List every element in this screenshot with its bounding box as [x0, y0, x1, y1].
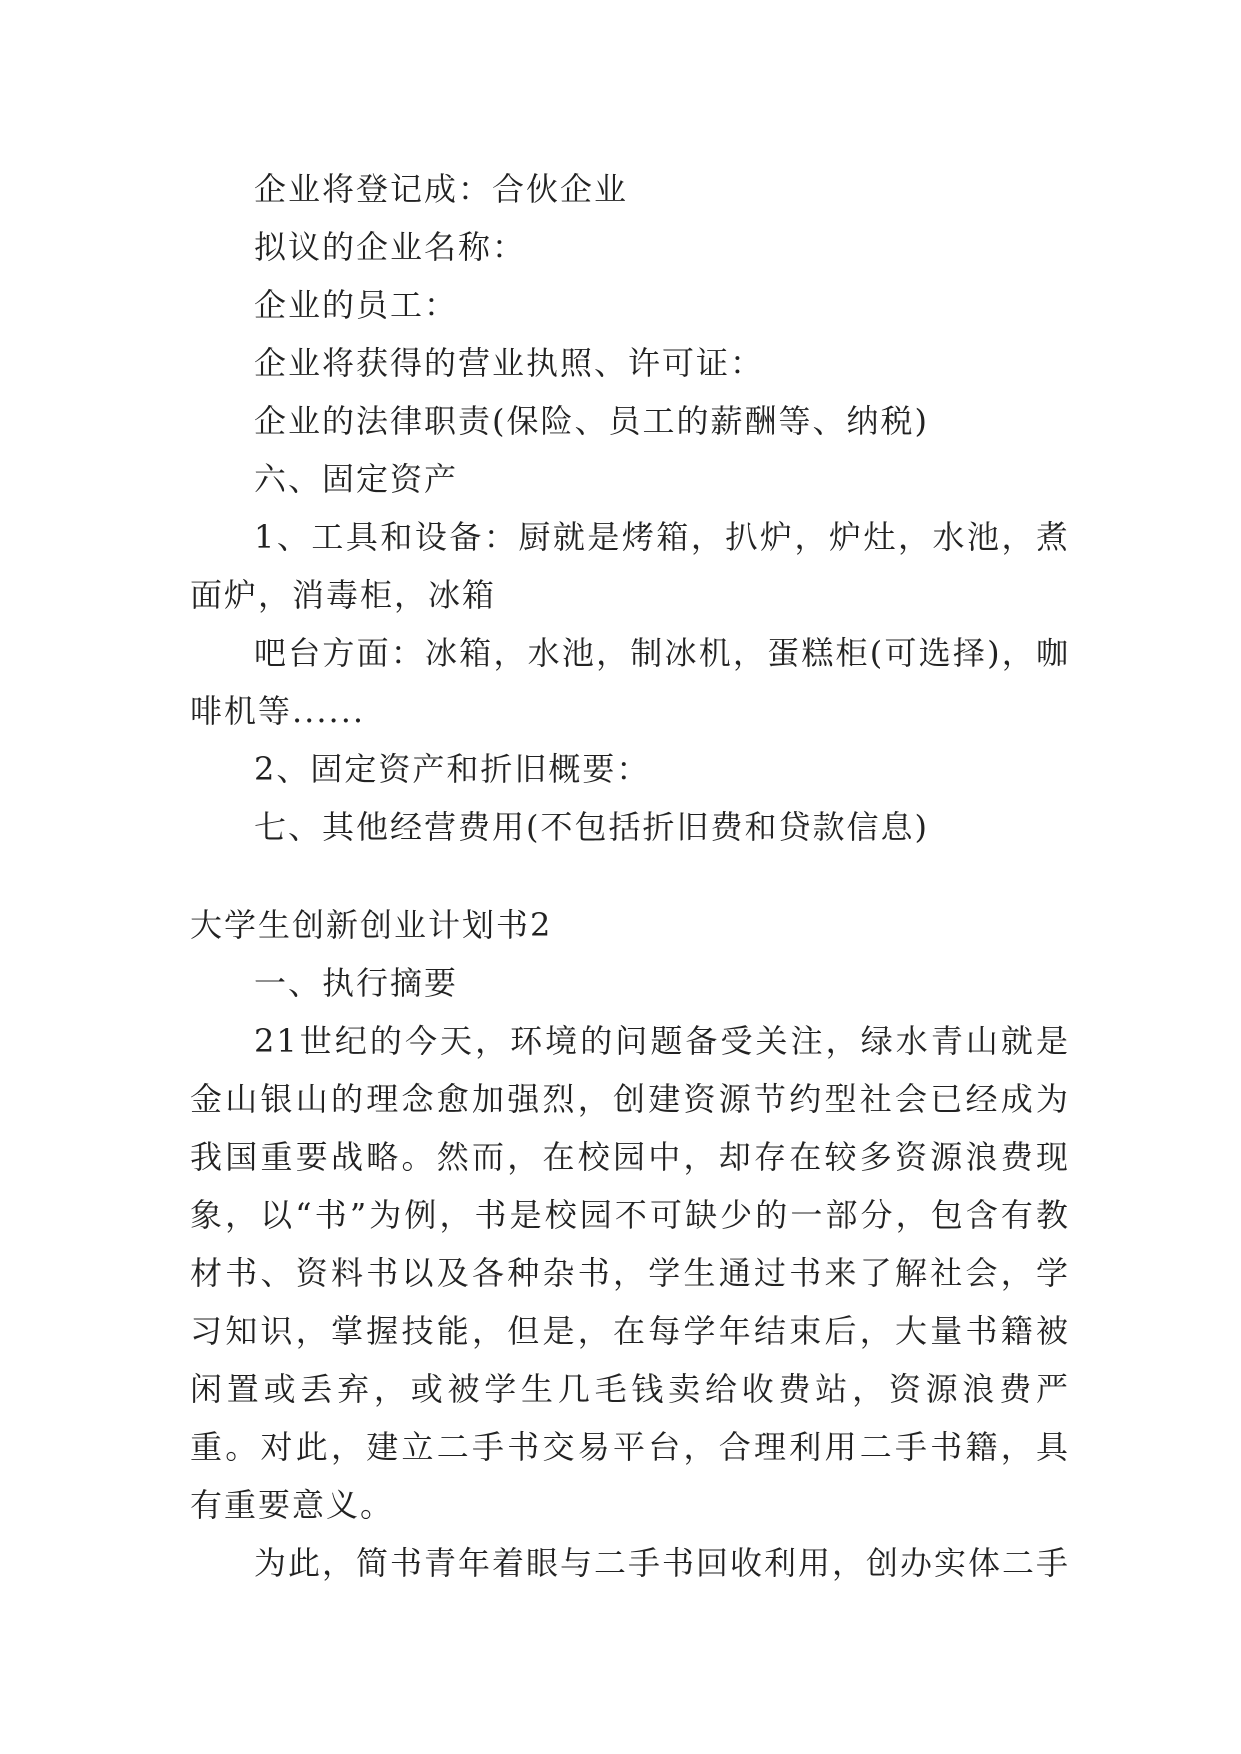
- paragraph-licenses: 企业将获得的营业执照、许可证：: [254, 344, 765, 382]
- paragraph-summary-body: 21世纪的今天，环境的问题备受关注，绿水青山就是金山银山的理念愈加强烈，创建资源节约型社会已经成为我国重要战略。然而，在校园中，却存在较多资源浪费现象，以“书”为例，书是校园不可缺少的一部分，包含有教材书、资料书以及各种杂书，学生通过书来了解社会，学习知识，掌握技能，但是，在每学年结束后，大量书籍被闲置或丢弃，或被学生几毛钱卖给收费站，资源浪费严重。对此，建立二手书交易平台，合理利用二手书籍，具有重要意义。: [190, 1022, 1070, 1524]
- paragraph-staff: 企业的员工：: [254, 286, 459, 324]
- paragraph-summary-continued: 为此，简书青年着眼与二手书回收利用，创办实体二手: [254, 1544, 1071, 1582]
- paragraph-company-name: 拟议的企业名称：: [254, 228, 527, 266]
- paragraph-legal-duties: 企业的法律职责(保险、员工的薪酬等、纳税): [254, 402, 929, 440]
- paragraph-tools-equipment: 1、工具和设备：厨就是烤箱，扒炉，炉灶，水池，煮面炉，消毒柜，冰箱: [190, 518, 1070, 614]
- document-body: [190, 160, 1070, 1592]
- section-fixed-assets: 六、固定资产: [254, 460, 459, 498]
- paragraph-registration: 企业将登记成：合伙企业: [254, 170, 629, 208]
- paragraph-bar-equipment: 吧台方面：冰箱，水池，制冰机，蛋糕柜(可选择)，咖啡机等......: [190, 634, 1070, 730]
- paragraph-depreciation: 2、固定资产和折旧概要：: [254, 750, 651, 788]
- document-heading-2: 大学生创新创业计划书2: [190, 906, 553, 944]
- section-executive-summary: 一、执行摘要: [254, 964, 459, 1002]
- section-other-expenses: 七、其他经营费用(不包括折旧费和贷款信息): [254, 808, 929, 846]
